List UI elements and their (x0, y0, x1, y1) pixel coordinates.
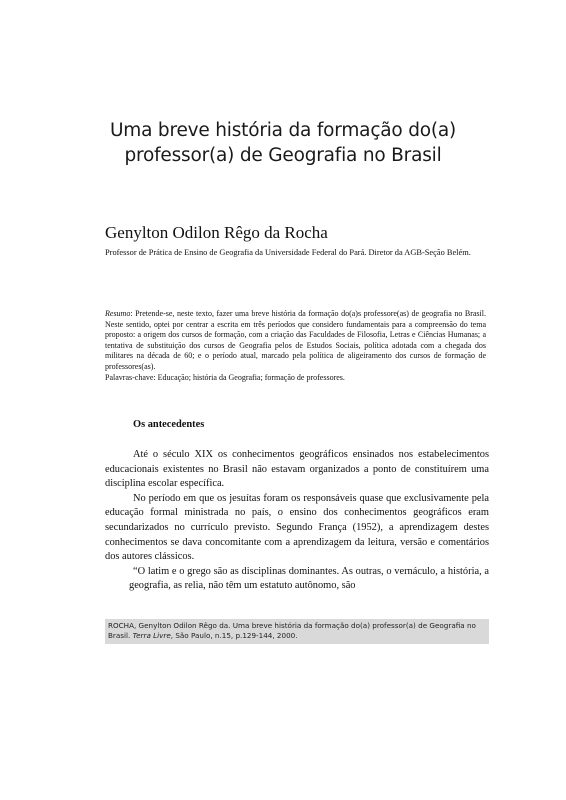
citation-start: ROCHA, Genylton Odilon Rêgo da. Uma breve história da formação do(a) professor(a) de Geografia no Brasil. (108, 621, 476, 640)
author-name: Genylton Odilon Rêgo da Rocha (105, 223, 328, 242)
citation-journal: Terra Livre (132, 631, 171, 640)
section-heading: Os antecedentes (133, 419, 205, 430)
citation-footer (105, 619, 489, 644)
citation-end: , São Paulo, n.15, p.129-144, 2000. (170, 631, 298, 640)
title-line-1: Uma breve história da formação do(a) (109, 120, 457, 141)
author-affiliation: Professor de Prática de Ensino de Geografia da Universidade Federal do Pará. Diretor da AGB-Seção Belém. (105, 248, 471, 257)
abstract-paragraph (105, 309, 486, 373)
abstract-text: : Pretende-se, neste texto, fazer uma breve história da formação do(a)s professore(as) de geografia no Brasil. Neste sentido, optei por centrar a escrita em três períodos que considero fundamentais para a compreensão do tema proposto: a origem dos cursos de formação, com a criação das Faculdades de Filosofia, Letras e Ciências Humanas; a tentativa de substituição dos cursos de Geografia pelos de Estudos Sociais, política adotada com a chegada dos militares na década de 60; e o período atual, marcado pela política de aligeiramento dos cursos de formação de professores(as). (105, 309, 486, 371)
body-text (105, 448, 489, 594)
title-line-2: professor(a) de Geografia no Brasil (124, 145, 442, 166)
keywords: Palavras-chave: Educação; história da Geografia; formação de professores. (105, 372, 345, 382)
abstract-block (105, 309, 486, 383)
body-paragraph-1: Até o século XIX os conhecimentos geográficos ensinados nos estabelecimentos educacionais existentes no Brasil não estavam organizados a ponto de constituírem uma disciplina escolar específica. (105, 449, 489, 490)
body-quote: “O latim e o grego são as disciplinas dominantes. As outras, o vernáculo, a história, a geografia, as relia, não têm um estatuto autônomo, são (129, 565, 489, 592)
abstract-label: Resumo (105, 309, 131, 318)
paper-title (60, 118, 506, 168)
body-paragraph-2: No período em que os jesuítas foram os responsáveis quase que exclusivamente pela educação formal ministrada no país, o ensino dos conhecimentos geográficos eram secundarizados no currículo previsto. Segundo França (1952), a aprendizagem destes conhecimentos se dava concomitante com a aprendizagem da leitura, versão e comentários dos autores clássicos. (105, 492, 489, 563)
